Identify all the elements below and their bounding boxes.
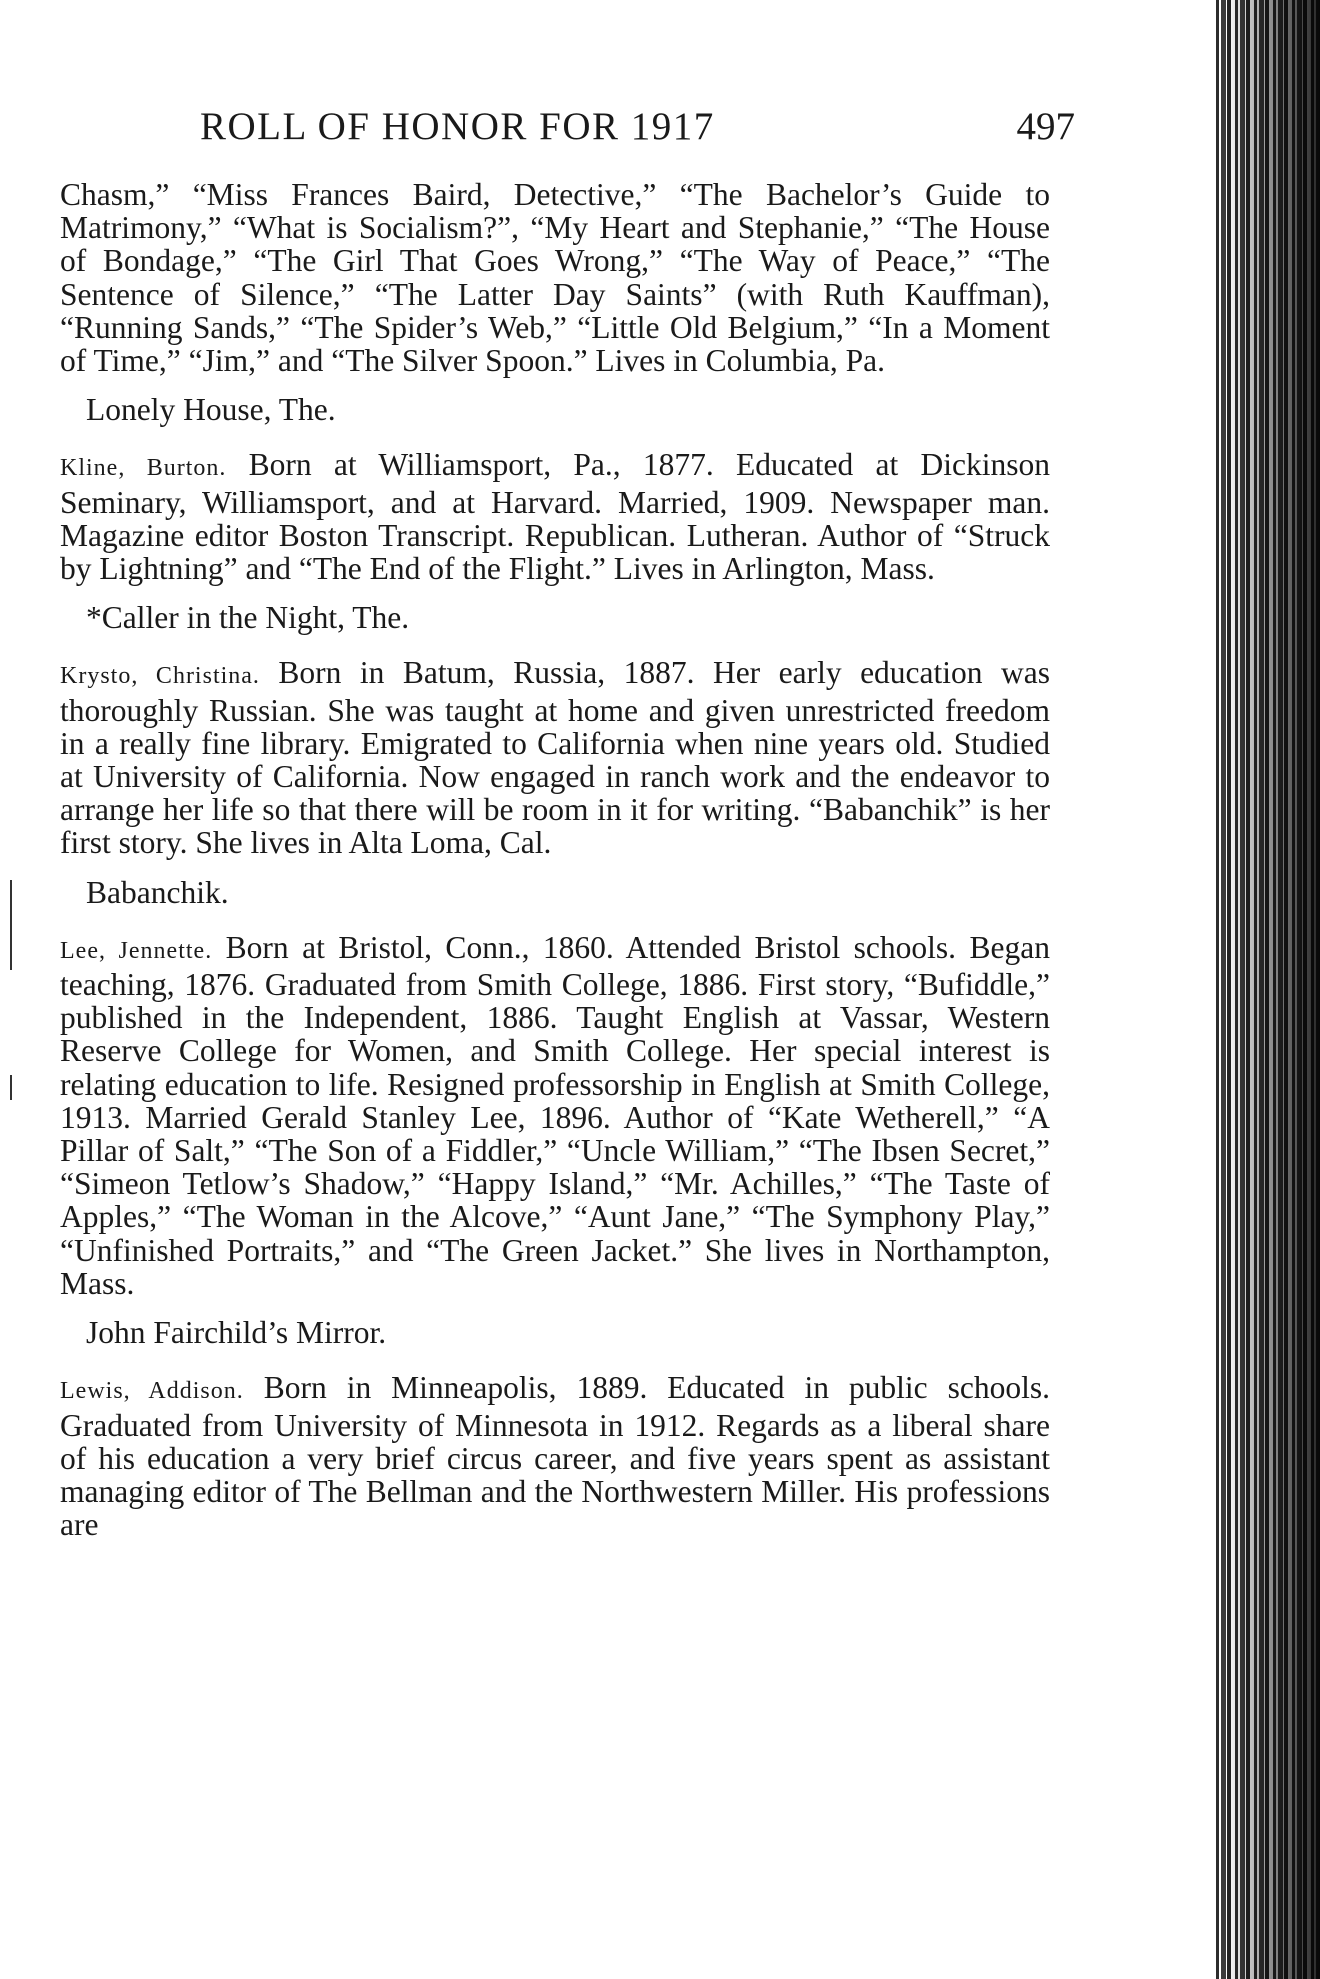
author-bio: Born at Bristol, Conn., 1860. Attended Bristol schools. Began teaching, 1876. Graduated from Smith College, 1886. First story, “Bufiddle,” published in the Independent, 1886. Taught English at Vassar, Western Reserve College for Women, and Smith College. Her special interest is relating education to life. Resigned professorship in English at Smith College, 1913. Married Gerald Stanley Lee, 1896. Author of “Kate Wetherell,” “A Pillar of Salt,” “The Son of a Fiddler,” “Uncle William,” “The Ibsen Secret,” “Simeon Tetlow’s Shadow,” “Happy Island,” “Mr. Achilles,” “The Taste of Apples,” “The Woman in the Alcove,” “Aunt Jane,” “The Symphony Play,” “Unfinished Portraits,” and “The Green Jacket.” She lives in Northampton, Mass. [60, 929, 1050, 1301]
entry-krysto [60, 656, 1050, 859]
running-title: ROLL OF HONOR FOR 1917 [200, 105, 715, 148]
story-title: John Fairchild’s Mirror. [86, 1315, 387, 1351]
author-bio: Born in Minneapolis, 1889. Educated in public schools. Graduated from University of Minnesota in 1912. Regards as a liberal share of his education a very brief circus career, and five years spent as assistant managing editor of The Bellman and the Northwestern Miller. His professions are [60, 1370, 1050, 1543]
author-name: Krysto, Christina. [60, 663, 260, 690]
binding-shadow [1226, 0, 1320, 1979]
story-title: Babanchik. [86, 874, 229, 910]
running-head [200, 104, 1075, 154]
text-block [60, 178, 1050, 1541]
author-bio: Born at Williamsport, Pa., 1877. Educated at Dickinson Seminary, Williamsport, and at Harvard. Married, 1909. Newspaper man. Magazine editor Boston Transcript. Republican. Lutheran. Author of “Struck by Lightning” and “The End of the Flight.” Lives in Arlington, Mass. [60, 447, 1050, 587]
story-title: Lonely House, The. [86, 392, 336, 428]
margin-mark [10, 880, 12, 970]
entry-lee [60, 931, 1050, 1300]
author-name: Lee, Jennette. [60, 937, 213, 964]
entry-continuation-body: Chasm,” “Miss Frances Baird, Detective,” “The Bachelor’s Guide to Matrimony,” “What is Socialism?”, “My Heart and Stephanie,” “The House of Bondage,” “The Girl That Goes Wrong,” “The Way of Peace,” “The Sentence of Silence,” “The Latter Day Saints” (with Ruth Kauffman), “Running Sands,” “The Spider’s Web,” “Little Old Belgium,” “In a Moment of Time,” “Jim,” and “The Silver Spoon.” Lives in Columbia, Pa. [60, 177, 1050, 379]
entry-lewis [60, 1371, 1050, 1541]
author-name: Lewis, Addison. [60, 1378, 244, 1405]
margin-mark [10, 1075, 12, 1100]
author-name: Kline, Burton. [60, 455, 227, 482]
story-title: *Caller in the Night, The. [86, 600, 410, 636]
entry-kline [60, 448, 1050, 585]
author-bio: Born in Batum, Russia, 1887. Her early education was thoroughly Russian. She was taught at home and given unrestricted freedom in a really fine library. Emigrated to California when nine years old. Studied at University of California. Now engaged in ranch work and the endeavor to arrange her life so that there will be room in it for writing. “Babanchik” is her first story. She lives in Alta Loma, Cal. [60, 655, 1050, 861]
page-number: 497 [1016, 105, 1075, 148]
